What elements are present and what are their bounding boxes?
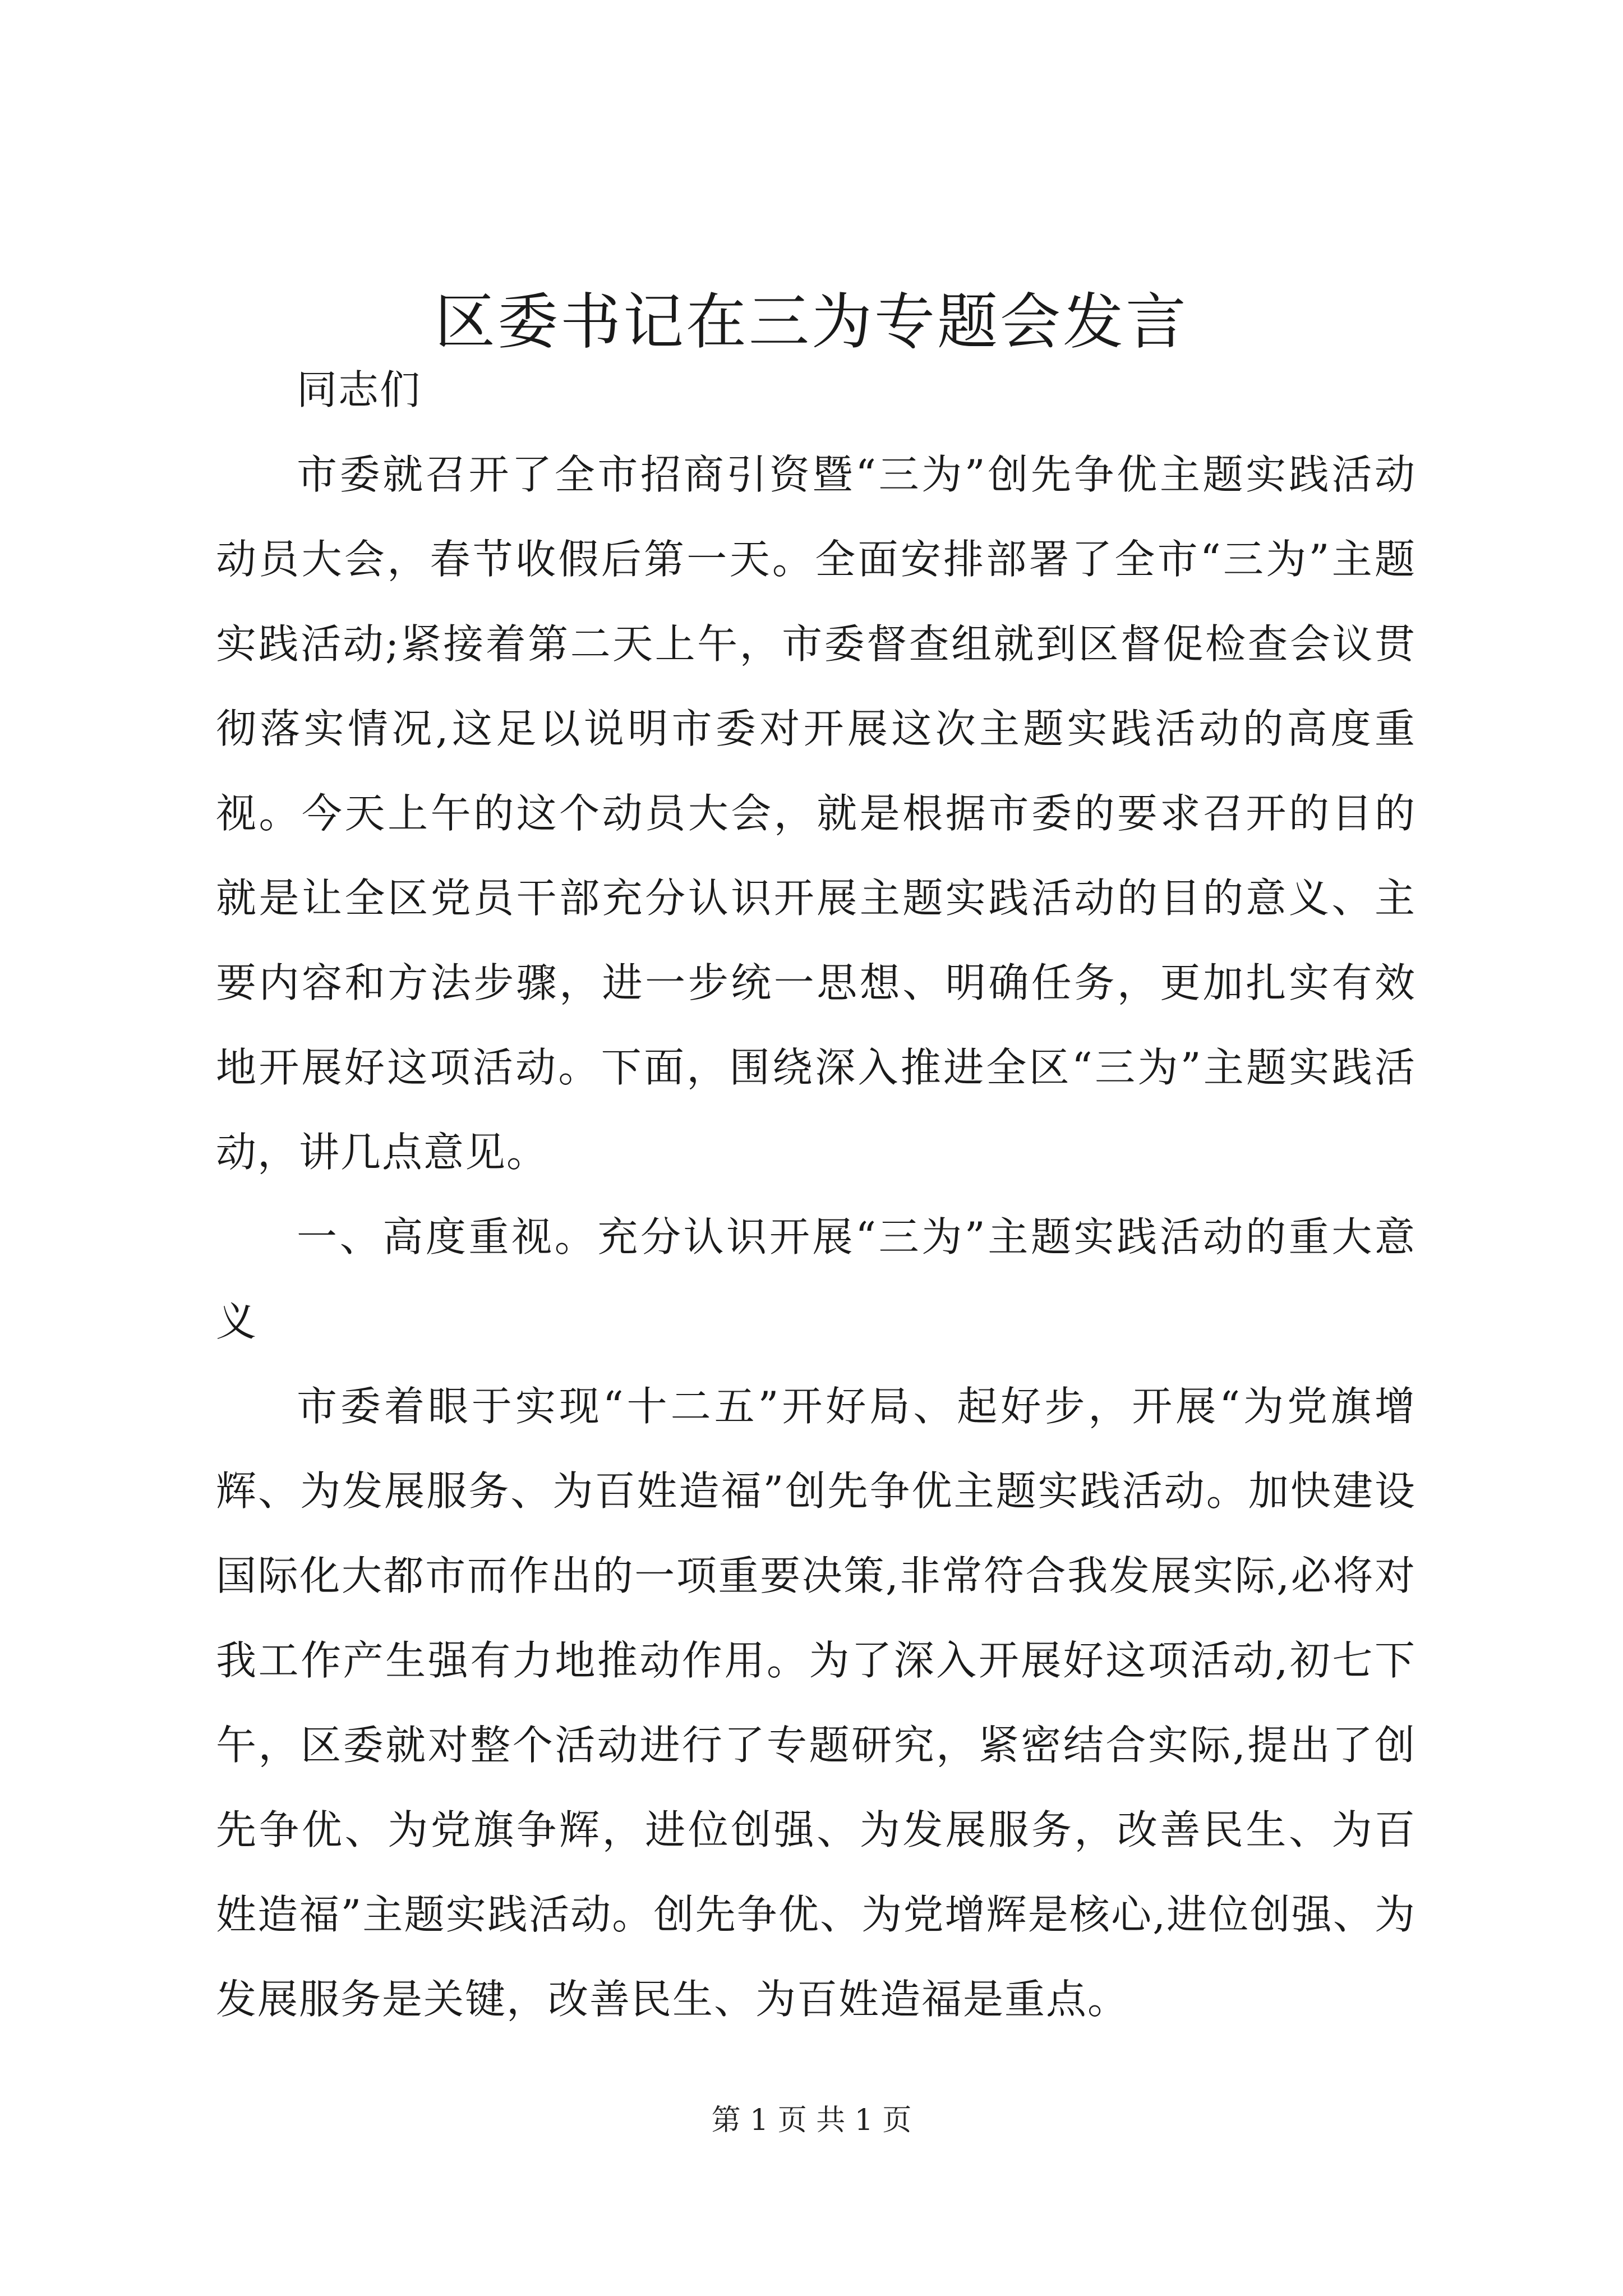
section-heading-paragraph: 一、高度重视。充分认识开展“三为”主题实践活动的重大意义: [216, 1213, 1416, 1345]
document-body: [216, 348, 1416, 2042]
document-title: 区委书记在三为专题会发言: [434, 287, 1188, 357]
page-footer: 第 1 页 共 1 页: [711, 2104, 912, 2137]
body-paragraph: 市委就召开了全市招商引资暨“三为”创先争优主题实践活动动员大会，春节收假后第一天。全面安排部署了全市“三为”主题实践活动;紧接着第二天上午，市委督查组就到区督促检查会议贯彻落实情况,这足以说明市委对开展这次主题实践活动的高度重视。今天上午的这个动员大会，就是根据市委的要求召开的目的就是让全区党员干部充分认识开展主题实践活动的目的意义、主要内容和方法步骤，进一步统一思想、明确任务，更加扎实有效地开展好这项活动。下面，围绕深入推进全区“三为”主题实践活动，讲几点意见。: [216, 451, 1416, 1176]
body-paragraph: 市委着眼于实现“十二五”开好局、起好步，开展“为党旗增辉、为发展服务、为百姓造福”创先争优主题实践活动。加快建设国际化大都市而作出的一项重要决策,非常符合我发展实际,必将对我工作产生强有力地推动作用。为了深入开展好这项活动,初七下午，区委就对整个活动进行了专题研究，紧密结合实际,提出了创先争优、为党旗争辉，进位创强、为发展服务，改善民生、为百姓造福”主题实践活动。创先争优、为党增辉是核心,进位创强、为发展服务是关键，改善民生、为百姓造福是重点。: [216, 1383, 1416, 2023]
salutation-paragraph: 同志们: [297, 366, 422, 413]
